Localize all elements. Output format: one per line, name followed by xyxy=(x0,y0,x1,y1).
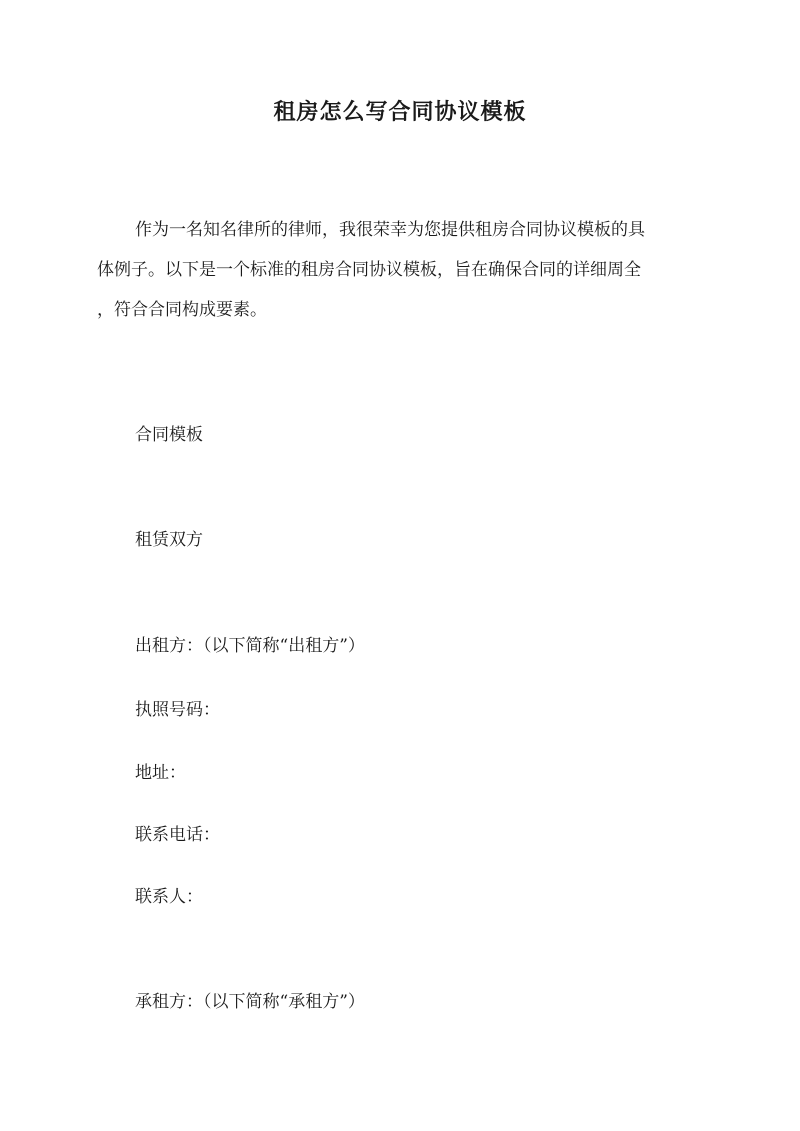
license-number-label: 执照号码： xyxy=(135,700,220,720)
lessee-intro: 承租方：（以下简称“承租方”） xyxy=(135,992,365,1012)
intro-line-3: ，符合合同构成要素。 xyxy=(97,300,267,320)
document-title: 租房怎么写合同协议模板 xyxy=(273,99,527,125)
section-heading-template: 合同模板 xyxy=(135,425,203,445)
phone-label: 联系电话： xyxy=(135,825,220,845)
lessor-intro: 出租方：（以下简称“出租方”） xyxy=(135,636,365,656)
section-heading-parties: 租赁双方 xyxy=(135,530,203,550)
intro-line-2: 体例子。以下是一个标准的租房合同协议模板，旨在确保合同的详细周全 xyxy=(97,260,641,280)
contact-person-label: 联系人： xyxy=(135,887,203,907)
intro-paragraph xyxy=(97,210,707,330)
intro-line-1: 作为一名知名律所的律师，我很荣幸为您提供租房合同协议模板的具 xyxy=(135,220,645,240)
address-label: 地址： xyxy=(135,763,186,783)
